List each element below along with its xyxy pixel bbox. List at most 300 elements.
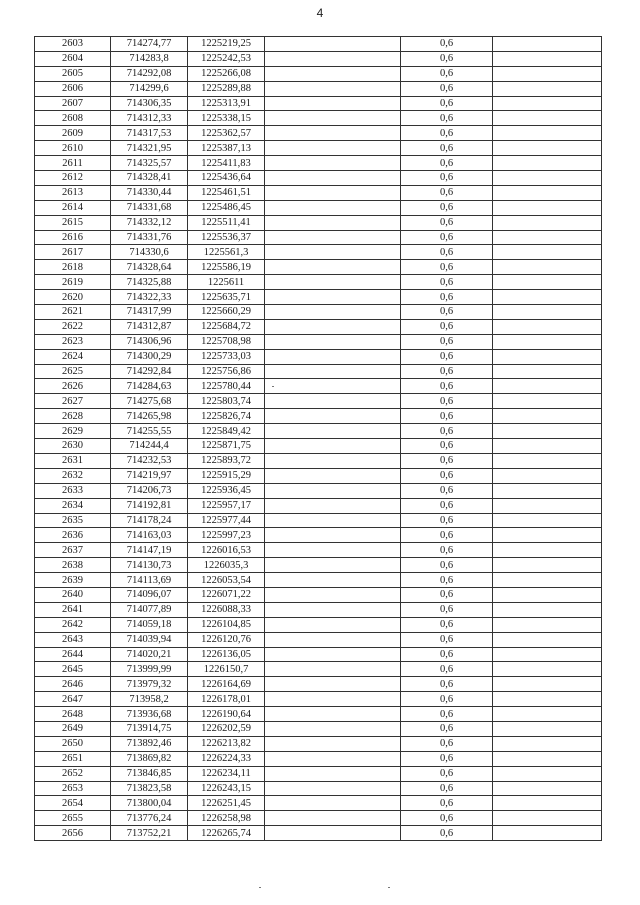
y-coordinate-cell: 1225266,08 (188, 66, 265, 81)
value-cell: 0,6 (401, 424, 493, 439)
y-coordinate-cell: 1226234,11 (188, 766, 265, 781)
table-row (35, 37, 602, 52)
empty-cell (493, 602, 602, 617)
value-cell: 0,6 (401, 96, 493, 111)
value-cell: 0,6 (401, 215, 493, 230)
table-row (35, 751, 602, 766)
empty-cell (493, 215, 602, 230)
y-coordinate-cell: 1226251,45 (188, 796, 265, 811)
x-coordinate-cell: 714192,81 (111, 498, 188, 513)
table-row (35, 424, 602, 439)
table-row (35, 81, 602, 96)
x-coordinate-cell: 714300,29 (111, 349, 188, 364)
y-coordinate-cell: 1226120,76 (188, 632, 265, 647)
x-coordinate-cell: 714317,99 (111, 305, 188, 320)
empty-cell (493, 96, 602, 111)
table-row (35, 290, 602, 305)
table-row (35, 677, 602, 692)
y-coordinate-cell: 1226164,69 (188, 677, 265, 692)
empty-cell (493, 796, 602, 811)
y-coordinate-cell: 1226224,33 (188, 751, 265, 766)
y-coordinate-cell: 1225684,72 (188, 319, 265, 334)
x-coordinate-cell: 714325,88 (111, 275, 188, 290)
value-cell: 0,6 (401, 573, 493, 588)
value-cell: 0,6 (401, 230, 493, 245)
y-coordinate-cell: 1226088,33 (188, 602, 265, 617)
point-number-cell: 2649 (35, 721, 111, 736)
y-coordinate-cell: 1225803,74 (188, 394, 265, 409)
empty-cell (493, 558, 602, 573)
value-cell: 0,6 (401, 81, 493, 96)
value-cell: 0,6 (401, 275, 493, 290)
x-coordinate-cell: 713936,68 (111, 707, 188, 722)
empty-cell (265, 260, 401, 275)
point-number-cell: 2612 (35, 171, 111, 186)
empty-cell (265, 51, 401, 66)
y-coordinate-cell: 1225411,83 (188, 156, 265, 171)
x-coordinate-cell: 714312,87 (111, 319, 188, 334)
y-coordinate-cell: 1226190,64 (188, 707, 265, 722)
x-coordinate-cell: 714206,73 (111, 483, 188, 498)
y-coordinate-cell: 1226035,3 (188, 558, 265, 573)
table-row (35, 811, 602, 826)
empty-cell (493, 781, 602, 796)
point-number-cell: 2653 (35, 781, 111, 796)
empty-cell (493, 185, 602, 200)
empty-cell (265, 707, 401, 722)
empty-cell (493, 647, 602, 662)
empty-cell (493, 81, 602, 96)
y-coordinate-cell: 1225826,74 (188, 409, 265, 424)
point-number-cell: 2638 (35, 558, 111, 573)
x-coordinate-cell: 714096,07 (111, 587, 188, 602)
empty-cell (493, 513, 602, 528)
x-coordinate-cell: 714039,94 (111, 632, 188, 647)
table-row (35, 111, 602, 126)
x-coordinate-cell: 714331,68 (111, 200, 188, 215)
table-row (35, 573, 602, 588)
y-coordinate-cell: 1225756,86 (188, 364, 265, 379)
x-coordinate-cell: 714265,98 (111, 409, 188, 424)
table-row (35, 513, 602, 528)
y-coordinate-cell: 1226178,01 (188, 692, 265, 707)
empty-cell (493, 156, 602, 171)
empty-cell (265, 424, 401, 439)
point-number-cell: 2626 (35, 379, 111, 394)
point-number-cell: 2637 (35, 543, 111, 558)
empty-cell (265, 751, 401, 766)
point-number-cell: 2641 (35, 602, 111, 617)
value-cell: 0,6 (401, 37, 493, 52)
empty-cell (265, 364, 401, 379)
table-row (35, 602, 602, 617)
x-coordinate-cell: 713999,99 (111, 662, 188, 677)
empty-cell (493, 334, 602, 349)
value-cell: 0,6 (401, 781, 493, 796)
table-row (35, 796, 602, 811)
value-cell: 0,6 (401, 364, 493, 379)
x-coordinate-cell: 714299,6 (111, 81, 188, 96)
value-cell: 0,6 (401, 156, 493, 171)
empty-cell (493, 692, 602, 707)
x-coordinate-cell: 714328,64 (111, 260, 188, 275)
table-row (35, 66, 602, 81)
y-coordinate-cell: 1225461,51 (188, 185, 265, 200)
y-coordinate-cell: 1225780,44 (188, 379, 265, 394)
x-coordinate-cell: 714306,96 (111, 334, 188, 349)
empty-cell (493, 766, 602, 781)
value-cell: 0,6 (401, 617, 493, 632)
empty-cell (265, 96, 401, 111)
empty-cell (493, 66, 602, 81)
x-coordinate-cell: 713958,2 (111, 692, 188, 707)
empty-cell (265, 156, 401, 171)
table-row (35, 483, 602, 498)
y-coordinate-cell: 1225511,41 (188, 215, 265, 230)
table-row (35, 498, 602, 513)
point-number-cell: 2617 (35, 245, 111, 260)
empty-cell (265, 632, 401, 647)
point-number-cell: 2630 (35, 439, 111, 454)
empty-cell (265, 126, 401, 141)
empty-cell (265, 662, 401, 677)
empty-cell (493, 141, 602, 156)
empty-cell (265, 200, 401, 215)
value-cell: 0,6 (401, 677, 493, 692)
table-row (35, 171, 602, 186)
value-cell: 0,6 (401, 334, 493, 349)
point-number-cell: 2631 (35, 453, 111, 468)
value-cell: 0,6 (401, 290, 493, 305)
value-cell: 0,6 (401, 736, 493, 751)
empty-cell (265, 781, 401, 796)
point-number-cell: 2625 (35, 364, 111, 379)
x-coordinate-cell: 714147,19 (111, 543, 188, 558)
table-row (35, 826, 602, 841)
x-coordinate-cell: 714275,68 (111, 394, 188, 409)
table-row (35, 126, 602, 141)
x-coordinate-cell: 714274,77 (111, 37, 188, 52)
point-number-cell: 2603 (35, 37, 111, 52)
value-cell: 0,6 (401, 498, 493, 513)
x-coordinate-cell: 714130,73 (111, 558, 188, 573)
empty-cell (493, 305, 602, 320)
empty-cell (493, 290, 602, 305)
y-coordinate-cell: 1225936,45 (188, 483, 265, 498)
x-coordinate-cell: 713914,75 (111, 721, 188, 736)
value-cell: 0,6 (401, 766, 493, 781)
y-coordinate-cell: 1225915,29 (188, 468, 265, 483)
x-coordinate-cell: 714322,33 (111, 290, 188, 305)
empty-cell (265, 602, 401, 617)
table-row (35, 617, 602, 632)
empty-cell (265, 394, 401, 409)
empty-cell (265, 171, 401, 186)
table-row (35, 156, 602, 171)
y-coordinate-cell: 1225997,23 (188, 528, 265, 543)
empty-cell (265, 349, 401, 364)
table-row (35, 260, 602, 275)
point-number-cell: 2651 (35, 751, 111, 766)
table-row (35, 453, 602, 468)
empty-cell (493, 260, 602, 275)
y-coordinate-cell: 1225849,42 (188, 424, 265, 439)
table-row (35, 647, 602, 662)
y-coordinate-cell: 1225436,64 (188, 171, 265, 186)
value-cell: 0,6 (401, 751, 493, 766)
x-coordinate-cell: 714292,08 (111, 66, 188, 81)
x-coordinate-cell: 713846,85 (111, 766, 188, 781)
value-cell: 0,6 (401, 185, 493, 200)
point-number-cell: 2643 (35, 632, 111, 647)
table-row (35, 409, 602, 424)
table-row (35, 781, 602, 796)
point-number-cell: 2608 (35, 111, 111, 126)
y-coordinate-cell: 1226053,54 (188, 573, 265, 588)
empty-cell (265, 528, 401, 543)
y-coordinate-cell: 1225660,29 (188, 305, 265, 320)
point-number-cell: 2642 (35, 617, 111, 632)
table-row (35, 528, 602, 543)
table-row (35, 692, 602, 707)
x-coordinate-cell: 714330,6 (111, 245, 188, 260)
table-row (35, 215, 602, 230)
point-number-cell: 2620 (35, 290, 111, 305)
scan-speck (259, 887, 261, 888)
empty-cell (265, 439, 401, 454)
value-cell: 0,6 (401, 707, 493, 722)
point-number-cell: 2640 (35, 587, 111, 602)
empty-cell (493, 632, 602, 647)
empty-cell (493, 319, 602, 334)
point-number-cell: 2639 (35, 573, 111, 588)
x-coordinate-cell: 714059,18 (111, 617, 188, 632)
table-row (35, 185, 602, 200)
y-coordinate-cell: 1225957,17 (188, 498, 265, 513)
empty-cell (493, 721, 602, 736)
empty-cell (265, 215, 401, 230)
empty-cell (265, 468, 401, 483)
value-cell: 0,6 (401, 260, 493, 275)
value-cell: 0,6 (401, 543, 493, 558)
empty-cell (265, 245, 401, 260)
x-coordinate-cell: 714283,8 (111, 51, 188, 66)
empty-cell (493, 483, 602, 498)
y-coordinate-cell: 1225733,03 (188, 349, 265, 364)
x-coordinate-cell: 714219,97 (111, 468, 188, 483)
value-cell: 0,6 (401, 468, 493, 483)
point-number-cell: 2611 (35, 156, 111, 171)
x-coordinate-cell: 714325,57 (111, 156, 188, 171)
x-coordinate-cell: 714020,21 (111, 647, 188, 662)
value-cell: 0,6 (401, 379, 493, 394)
point-number-cell: 2644 (35, 647, 111, 662)
table-row (35, 587, 602, 602)
empty-cell (493, 424, 602, 439)
empty-cell (265, 66, 401, 81)
x-coordinate-cell: 714306,35 (111, 96, 188, 111)
empty-cell (493, 111, 602, 126)
empty-cell (265, 334, 401, 349)
point-number-cell: 2609 (35, 126, 111, 141)
table-row (35, 766, 602, 781)
x-coordinate-cell: 713800,04 (111, 796, 188, 811)
value-cell: 0,6 (401, 513, 493, 528)
empty-cell (265, 558, 401, 573)
point-number-cell: 2624 (35, 349, 111, 364)
y-coordinate-cell: 1226213,82 (188, 736, 265, 751)
table-row (35, 543, 602, 558)
empty-cell (265, 290, 401, 305)
point-number-cell: 2613 (35, 185, 111, 200)
empty-cell (265, 141, 401, 156)
empty-cell (493, 826, 602, 841)
value-cell: 0,6 (401, 558, 493, 573)
value-cell: 0,6 (401, 647, 493, 662)
y-coordinate-cell: 1226136,05 (188, 647, 265, 662)
x-coordinate-cell: 714178,24 (111, 513, 188, 528)
point-number-cell: 2615 (35, 215, 111, 230)
table-row (35, 736, 602, 751)
y-coordinate-cell: 1225561,3 (188, 245, 265, 260)
empty-cell (493, 275, 602, 290)
y-coordinate-cell: 1226243,15 (188, 781, 265, 796)
y-coordinate-cell: 1225893,72 (188, 453, 265, 468)
value-cell: 0,6 (401, 319, 493, 334)
y-coordinate-cell: 1225586,19 (188, 260, 265, 275)
empty-cell (493, 453, 602, 468)
y-coordinate-cell: 1225611 (188, 275, 265, 290)
empty-cell (493, 349, 602, 364)
empty-cell (265, 498, 401, 513)
x-coordinate-cell: 714163,03 (111, 528, 188, 543)
value-cell: 0,6 (401, 245, 493, 260)
x-coordinate-cell: 714331,76 (111, 230, 188, 245)
value-cell: 0,6 (401, 171, 493, 186)
value-cell: 0,6 (401, 126, 493, 141)
value-cell: 0,6 (401, 811, 493, 826)
point-number-cell: 2619 (35, 275, 111, 290)
y-coordinate-cell: 1226016,53 (188, 543, 265, 558)
y-coordinate-cell: 1225338,15 (188, 111, 265, 126)
table-row (35, 379, 602, 394)
scan-speck (272, 386, 274, 387)
empty-cell (493, 662, 602, 677)
empty-cell (493, 379, 602, 394)
value-cell: 0,6 (401, 409, 493, 424)
x-coordinate-cell: 714284,63 (111, 379, 188, 394)
point-number-cell: 2607 (35, 96, 111, 111)
point-number-cell: 2629 (35, 424, 111, 439)
table-row (35, 96, 602, 111)
value-cell: 0,6 (401, 439, 493, 454)
empty-cell (265, 811, 401, 826)
empty-cell (493, 498, 602, 513)
table-row (35, 558, 602, 573)
empty-cell (493, 126, 602, 141)
empty-cell (493, 707, 602, 722)
empty-cell (493, 409, 602, 424)
table-row (35, 349, 602, 364)
empty-cell (493, 573, 602, 588)
empty-cell (265, 543, 401, 558)
empty-cell (265, 617, 401, 632)
y-coordinate-cell: 1225708,98 (188, 334, 265, 349)
value-cell: 0,6 (401, 51, 493, 66)
table-row (35, 394, 602, 409)
empty-cell (493, 439, 602, 454)
empty-cell (265, 409, 401, 424)
point-number-cell: 2634 (35, 498, 111, 513)
x-coordinate-cell: 713979,32 (111, 677, 188, 692)
value-cell: 0,6 (401, 141, 493, 156)
table-row (35, 200, 602, 215)
x-coordinate-cell: 714244,4 (111, 439, 188, 454)
x-coordinate-cell: 714321,95 (111, 141, 188, 156)
point-number-cell: 2646 (35, 677, 111, 692)
point-number-cell: 2627 (35, 394, 111, 409)
value-cell: 0,6 (401, 528, 493, 543)
y-coordinate-cell: 1226071,22 (188, 587, 265, 602)
point-number-cell: 2647 (35, 692, 111, 707)
y-coordinate-cell: 1225387,13 (188, 141, 265, 156)
y-coordinate-cell: 1225362,57 (188, 126, 265, 141)
x-coordinate-cell: 713869,82 (111, 751, 188, 766)
table-row (35, 334, 602, 349)
point-number-cell: 2652 (35, 766, 111, 781)
empty-cell (265, 37, 401, 52)
x-coordinate-cell: 713776,24 (111, 811, 188, 826)
value-cell: 0,6 (401, 305, 493, 320)
empty-cell (265, 766, 401, 781)
point-number-cell: 2650 (35, 736, 111, 751)
empty-cell (493, 528, 602, 543)
table-row (35, 245, 602, 260)
point-number-cell: 2633 (35, 483, 111, 498)
table-row (35, 662, 602, 677)
point-number-cell: 2635 (35, 513, 111, 528)
y-coordinate-cell: 1226104,85 (188, 617, 265, 632)
value-cell: 0,6 (401, 111, 493, 126)
value-cell: 0,6 (401, 632, 493, 647)
table-row (35, 468, 602, 483)
y-coordinate-cell: 1226265,74 (188, 826, 265, 841)
point-number-cell: 2656 (35, 826, 111, 841)
point-number-cell: 2636 (35, 528, 111, 543)
y-coordinate-cell: 1225871,75 (188, 439, 265, 454)
x-coordinate-cell: 713823,58 (111, 781, 188, 796)
empty-cell (265, 379, 401, 394)
value-cell: 0,6 (401, 721, 493, 736)
y-coordinate-cell: 1226258,98 (188, 811, 265, 826)
x-coordinate-cell: 714113,69 (111, 573, 188, 588)
x-coordinate-cell: 714312,33 (111, 111, 188, 126)
value-cell: 0,6 (401, 394, 493, 409)
point-number-cell: 2648 (35, 707, 111, 722)
point-number-cell: 2622 (35, 319, 111, 334)
value-cell: 0,6 (401, 602, 493, 617)
value-cell: 0,6 (401, 200, 493, 215)
empty-cell (493, 245, 602, 260)
x-coordinate-cell: 713752,21 (111, 826, 188, 841)
x-coordinate-cell: 714292,84 (111, 364, 188, 379)
value-cell: 0,6 (401, 66, 493, 81)
coordinates-table-body (35, 37, 602, 841)
empty-cell (493, 394, 602, 409)
x-coordinate-cell: 713892,46 (111, 736, 188, 751)
point-number-cell: 2614 (35, 200, 111, 215)
empty-cell (265, 185, 401, 200)
